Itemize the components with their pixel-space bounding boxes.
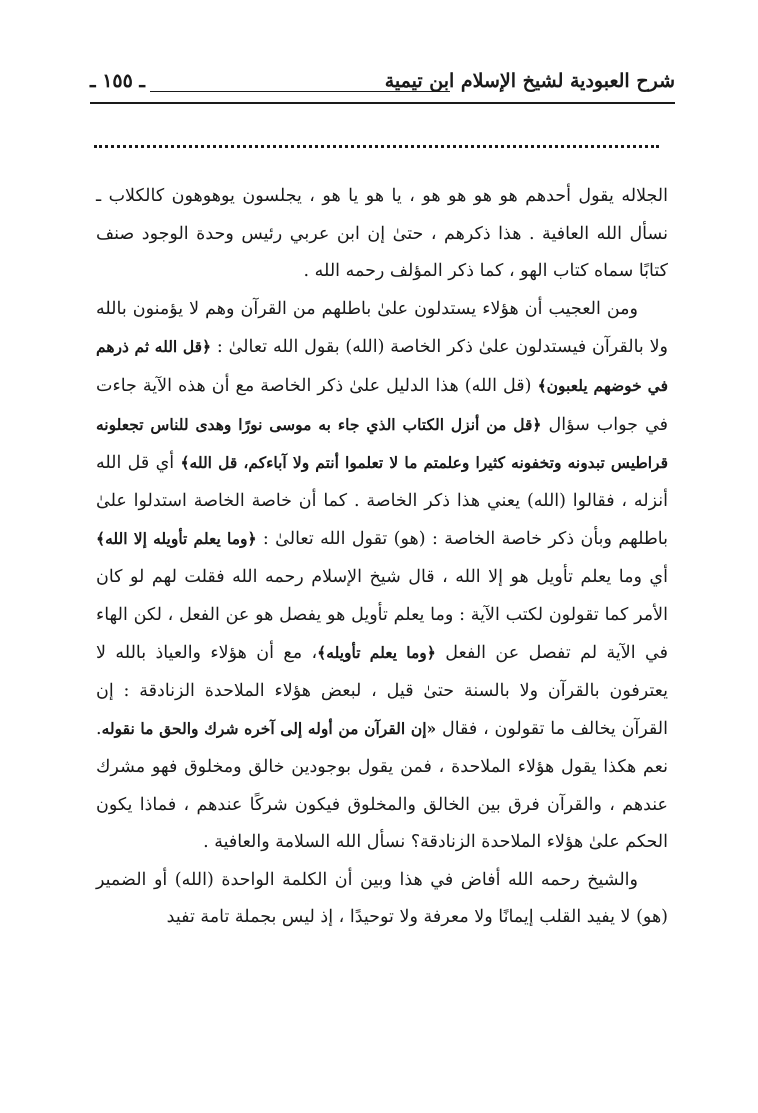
page-number: ـ ١٥٥ ـ <box>90 70 145 92</box>
paragraph-3-text: والشيخ رحمه الله أفاض في هذا وبين أن الكلمة الواحدة (الله) أو الضمير (هو) لا يفيد القلب إيمانًا ولا معرفة ولا توحيدًا ، إذ ليس بجملة تامة تفيد <box>96 869 668 928</box>
quran-verse-1: ﴿قل الله ثم ذرهم في خوضهم يلعبون﴾ <box>96 337 668 395</box>
header-title-rule <box>150 91 450 92</box>
paragraph-2-text-5: ، مع أن هؤلاء والعياذ بالله لا يعترفون بالقرآن ولا بالسنة حتىٰ قيل ، لبعض هؤلاء الملاحدة الزنادقة : إن القرآن يخالف ما تقولون ، فقال <box>96 643 668 740</box>
paragraph-2-text-4: أي وما يعلم تأويل هو إلا الله ، قال شيخ الإسلام رحمه الله فقلت لهم لو كان الأمر كما تقولون لكتب الآية : وما يعلم تأويل هو يفصل هو عن الفعل ، لكن الهاء في الآية لم تفصل عن الفعل <box>96 566 669 664</box>
quoted-statement: «إن القرآن من أوله إلى آخره شرك والحق ما نقوله <box>101 719 437 739</box>
main-text <box>96 178 668 937</box>
dotted-separator <box>94 145 659 148</box>
quran-verse-4: ﴿وما يعلم تأويله﴾ <box>317 643 436 663</box>
quran-verse-3: ﴿وما يعلم تأويله إلا الله﴾ <box>96 529 257 549</box>
quran-verse-2: ﴿قل من أنزل الكتاب الذي جاء به موسى نورًا وهدى للناس تجعلونه قراطيس تبدونه وتخفونه كثيرا وعلمتم ما لا تعلموا أنتم ولا آباءكم، قل الله﴾ <box>96 414 668 473</box>
paragraph-1 <box>96 178 668 291</box>
paragraph-2-text-3: أي قل الله أنزله ، فقالوا (الله) يعني هذا ذكر الخاصة . كما أن خاصة الخاصة استدلوا علىٰ باطلهم وبأن ذكر خاصة الخاصة : (هو) تقول الله تعالىٰ : <box>96 453 668 550</box>
paragraph-2 <box>96 291 668 862</box>
paragraph-2-text-2: (قل الله) هذا الدليل علىٰ ذكر الخاصة مع أن هذه الآية جاءت في جواب سؤال <box>96 375 668 435</box>
header-rule <box>90 102 675 104</box>
paragraph-2-text-6: . نعم هكذا يقول هؤلاء الملاحدة ، فمن يقول بوجودين خالق ومخلوق فهو مشرك عندهم ، والقرآن فرق بين الخالق والمخلوق فيكون شركًا عندهم ، فماذا يكون الحكم علىٰ هؤلاء الملاحدة الزنادقة؟ نسأل الله السلامة والعافية . <box>96 719 668 853</box>
paragraph-2-text-1: ومن العجيب أن هؤلاء يستدلون علىٰ باطلهم من القرآن وهم لا يؤمنون بالله ولا بالقرآن فيستدلون علىٰ ذكر الخاصة (الله) بقول الله تعالىٰ : <box>96 298 669 358</box>
paragraph-1-text: الجلاله يقول أحدهم هو هو هو هو ، يا هو يا هو ، يجلسون يوهوهون كالكلاب ـ نسأل الله العافية . هذا ذكرهم ، حتىٰ إن ابن عربي رئيس وحدة الوجود صنف كتابًا سماه كتاب الهو ، كما ذكر المؤلف رحمه الله . <box>96 186 668 282</box>
paragraph-3 <box>96 862 668 937</box>
page-header <box>90 66 675 106</box>
running-title: شرح العبودية لشيخ الإسلام ابن تيمية <box>384 70 675 92</box>
